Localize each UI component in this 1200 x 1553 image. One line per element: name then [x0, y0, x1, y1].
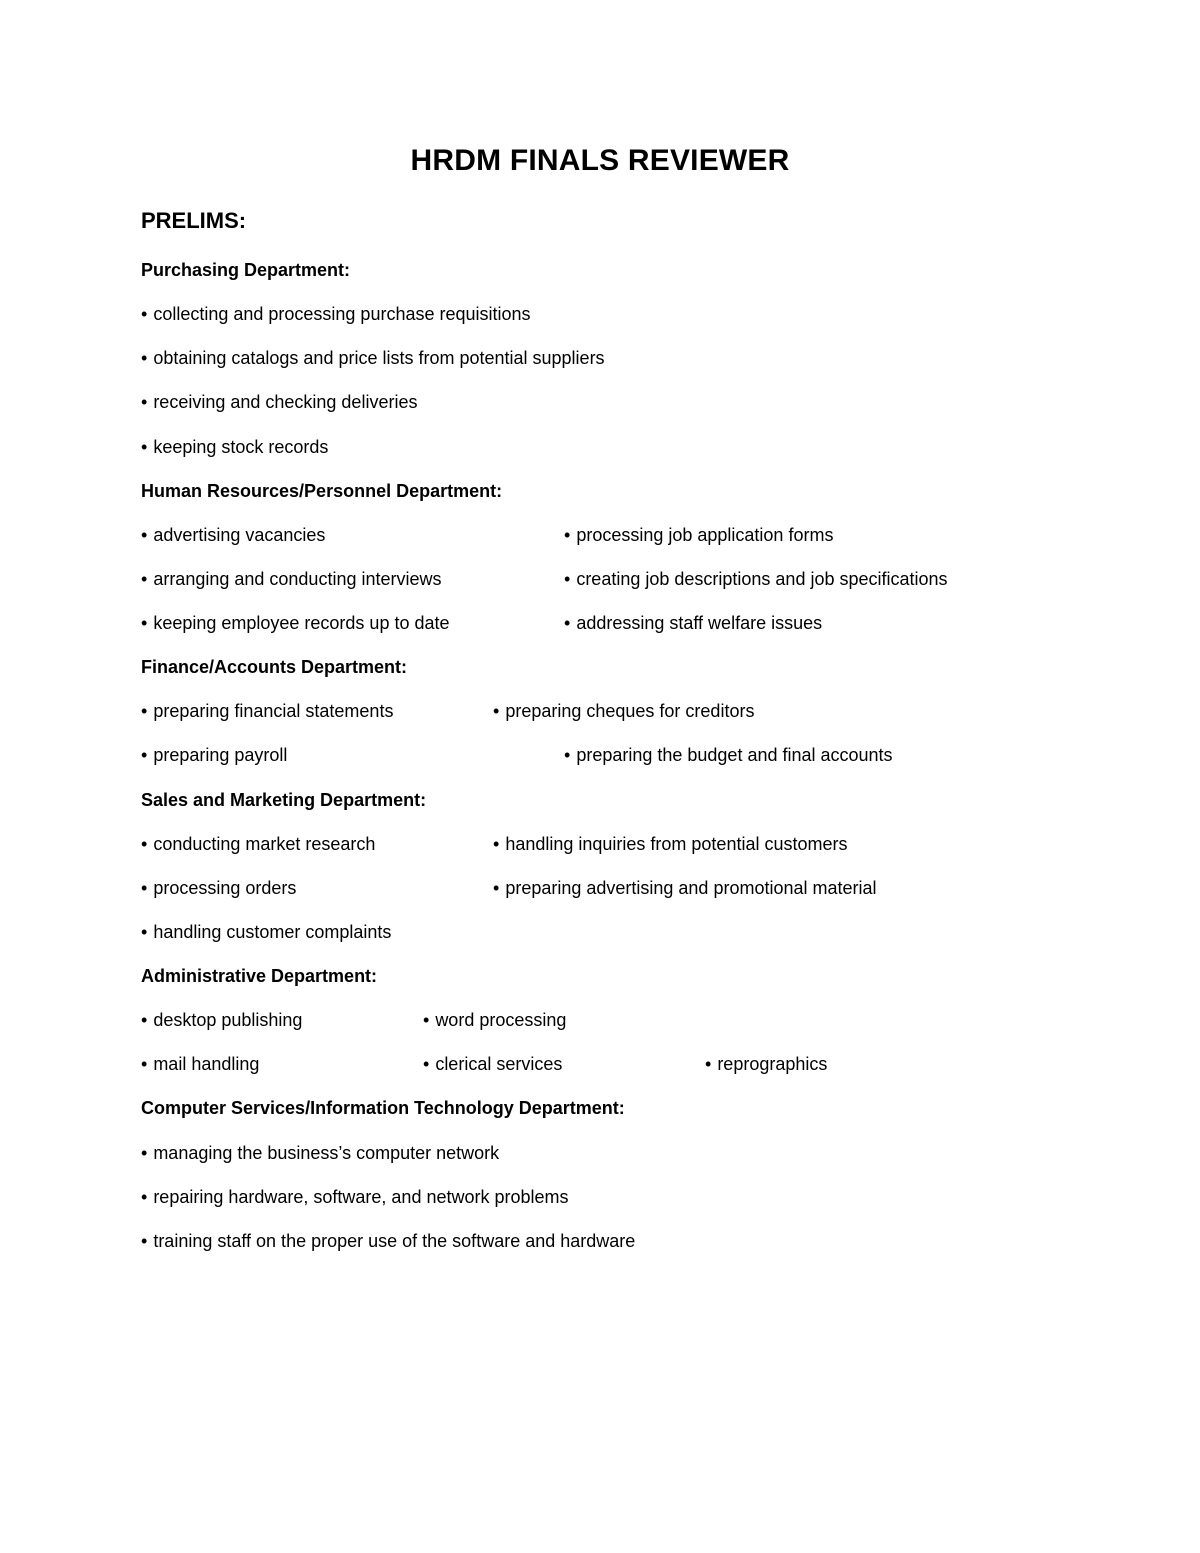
bullet-icon: •: [141, 745, 148, 765]
list-item: • word processing: [423, 1010, 567, 1030]
department-heading-computer-services: Computer Services/Information Technology Department:: [141, 1098, 625, 1118]
bullet-icon: •: [141, 834, 148, 854]
department-heading-finance: Finance/Accounts Department:: [141, 657, 408, 677]
list-item: • collecting and processing purchase requisitions: [141, 304, 531, 324]
bullet-icon: •: [564, 745, 571, 765]
bullet-icon: •: [493, 701, 500, 721]
bullet-icon: •: [141, 701, 148, 721]
list-item: • receiving and checking deliveries: [141, 392, 418, 412]
list-item: • preparing cheques for creditors: [493, 701, 755, 721]
list-item: • handling customer complaints: [141, 922, 392, 942]
department-heading-purchasing: Purchasing Department:: [141, 260, 351, 280]
bullet-icon: •: [564, 569, 571, 589]
bullet-icon: •: [423, 1010, 430, 1030]
list-item: • preparing the budget and final accounts: [564, 745, 893, 765]
list-item: • reprographics: [705, 1054, 828, 1074]
list-item: • processing job application forms: [564, 525, 834, 545]
list-item: • managing the business’s computer network: [141, 1143, 500, 1163]
bullet-icon: •: [141, 437, 148, 457]
list-item: • mail handling: [141, 1054, 260, 1074]
list-item: • handling inquiries from potential customers: [493, 834, 848, 854]
department-heading-human-resources: Human Resources/Personnel Department:: [141, 481, 503, 501]
list-item: • obtaining catalogs and price lists from potential suppliers: [141, 348, 605, 368]
list-item: • clerical services: [423, 1054, 563, 1074]
list-item: • preparing payroll: [141, 745, 288, 765]
bullet-icon: •: [141, 348, 148, 368]
list-item: • preparing financial statements: [141, 701, 394, 721]
bullet-icon: •: [141, 1143, 148, 1163]
section-heading-prelims: PRELIMS:: [141, 208, 247, 233]
bullet-icon: •: [141, 525, 148, 545]
bullet-icon: •: [493, 878, 500, 898]
list-item: • creating job descriptions and job specifications: [564, 569, 948, 589]
bullet-icon: •: [141, 878, 148, 898]
bullet-icon: •: [564, 525, 571, 545]
bullet-icon: •: [564, 613, 571, 633]
bullet-icon: •: [141, 613, 148, 633]
list-item: • keeping employee records up to date: [141, 613, 450, 633]
bullet-icon: •: [141, 392, 148, 412]
department-heading-administrative: Administrative Department:: [141, 966, 378, 986]
list-item: • arranging and conducting interviews: [141, 569, 442, 589]
list-item: • preparing advertising and promotional material: [493, 878, 877, 898]
bullet-icon: •: [423, 1054, 430, 1074]
bullet-icon: •: [141, 922, 148, 942]
list-item: • conducting market research: [141, 834, 376, 854]
department-heading-sales-marketing: Sales and Marketing Department:: [141, 790, 427, 810]
bullet-icon: •: [141, 1187, 148, 1207]
list-item: • training staff on the proper use of the software and hardware: [141, 1231, 636, 1251]
bullet-icon: •: [141, 1054, 148, 1074]
list-item: • processing orders: [141, 878, 297, 898]
bullet-icon: •: [141, 1231, 148, 1251]
bullet-icon: •: [705, 1054, 712, 1074]
list-item: • keeping stock records: [141, 437, 329, 457]
list-item: • desktop publishing: [141, 1010, 303, 1030]
bullet-icon: •: [141, 1010, 148, 1030]
bullet-icon: •: [493, 834, 500, 854]
document-title: HRDM FINALS REVIEWER: [410, 144, 790, 177]
list-item: • addressing staff welfare issues: [564, 613, 823, 633]
list-item: • repairing hardware, software, and network problems: [141, 1187, 569, 1207]
bullet-icon: •: [141, 304, 148, 324]
bullet-icon: •: [141, 569, 148, 589]
list-item: • advertising vacancies: [141, 525, 326, 545]
